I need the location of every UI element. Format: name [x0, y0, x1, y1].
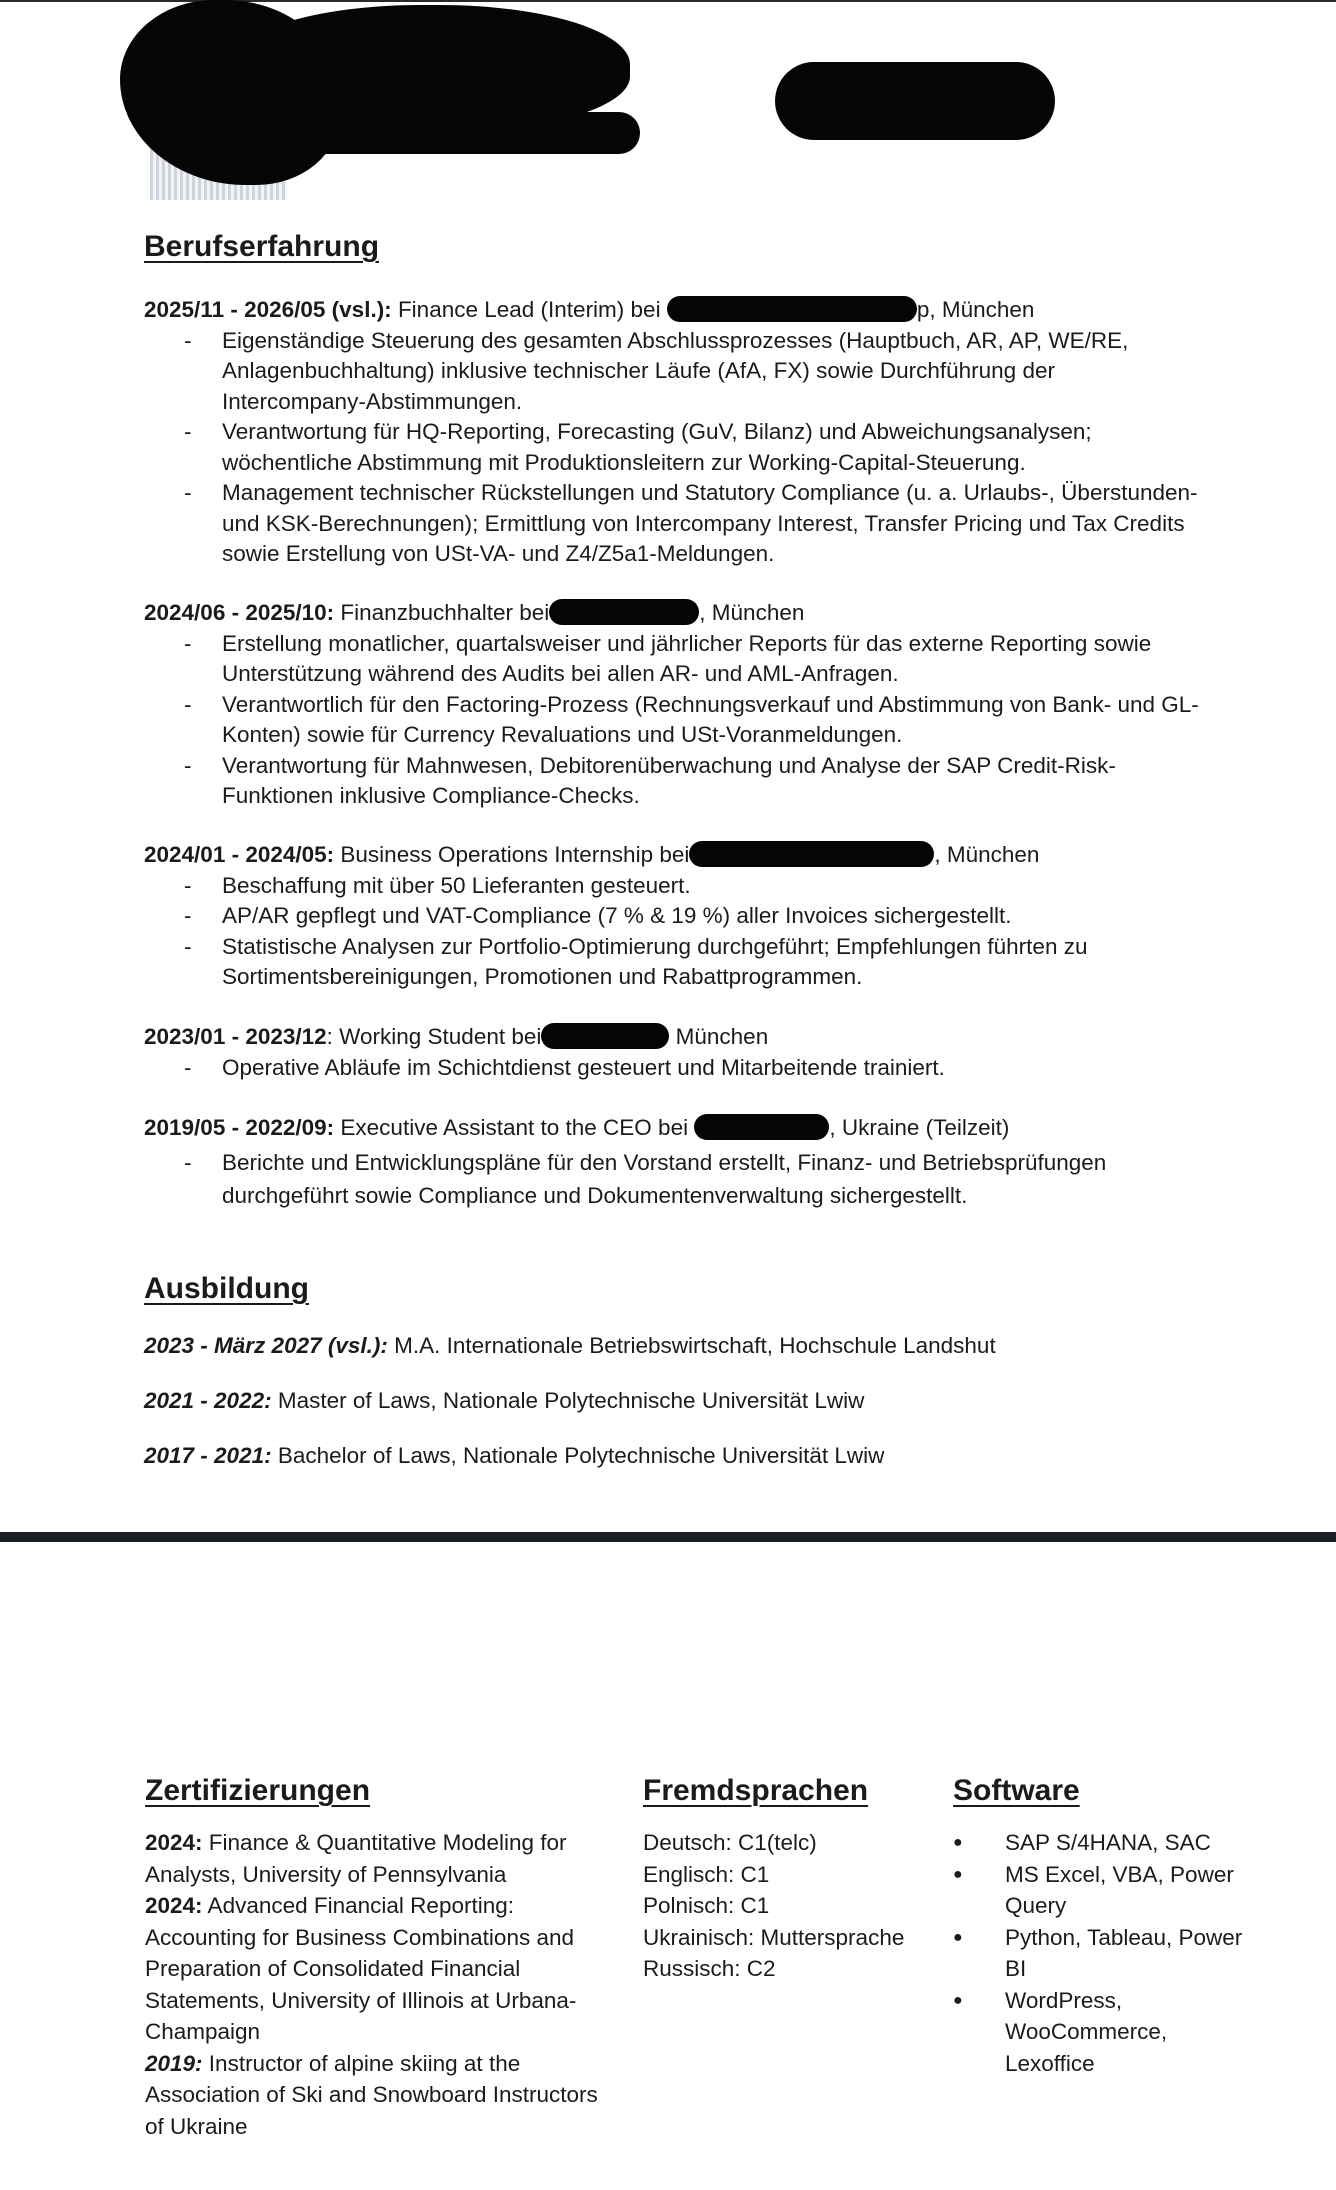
software-item: ● WordPress, WooCommerce, Lexoffice — [953, 1985, 1253, 2080]
job-entry — [144, 598, 1204, 812]
certification-text: Instructor of alpine skiing at the Association of Ski and Snowboard Instructors of Ukraine — [145, 2050, 598, 2139]
software-item: ● MS Excel, VBA, Power Query — [953, 1859, 1253, 1922]
job-period: 2023/01 - 2023/12 — [144, 1024, 327, 1049]
redaction-mark — [689, 841, 934, 867]
job-bullet: - Verantwortung für Mahnwesen, Debitorenüberwachung und Analyse der SAP Credit-Risk-Funktionen inklusive Compliance-Checks. — [144, 751, 1204, 812]
redaction-mark — [285, 112, 640, 154]
job-bullet: - Verantwortlich für den Factoring-Prozess (Rechnungsverkauf und Abstimmung von Bank- und GL-Konten) sowie für Currency Revaluations und USt-Voranmeldungen. — [144, 690, 1204, 751]
job-entry — [144, 1022, 1204, 1083]
job-bullet: - AP/AR gepflegt und VAT-Compliance (7 % & 19 %) aller Invoices sichergestellt. — [144, 901, 1204, 932]
job-heading — [144, 1022, 1204, 1053]
certification-year: 2024: — [145, 1830, 203, 1855]
certification-item — [145, 1827, 615, 1890]
certifications-title: Zertifizierungen — [145, 1774, 371, 1807]
education-entry — [144, 1443, 884, 1469]
languages-title: Fremdsprachen — [643, 1774, 869, 1807]
education-text: Bachelor of Laws, Nationale Polytechnische Universität Lwiw — [271, 1443, 885, 1468]
job-role: Finanzbuchhalter bei — [334, 600, 550, 625]
languages-column — [643, 1773, 943, 1985]
job-location: München — [669, 1024, 769, 1049]
job-entry — [144, 295, 1204, 570]
language-item: Englisch: C1 — [643, 1861, 770, 1887]
job-period: 2025/11 - 2026/05 (vsl.): — [144, 297, 392, 322]
redaction-mark — [541, 1023, 669, 1049]
job-bullet: - Erstellung monatlicher, quartalsweiser und jährlicher Reports für das externe Reporting sowie Unterstützung während des Audits bei allen AR- und AML-Anfragen. — [144, 629, 1204, 690]
job-location: , München — [699, 600, 805, 625]
language-item: Polnisch: C1 — [643, 1893, 770, 1918]
job-role: Executive Assistant to the CEO bei — [334, 1115, 695, 1140]
experience-section-title: Berufserfahrung — [144, 230, 380, 263]
job-role: Finance Lead (Interim) bei — [391, 297, 667, 322]
certification-text: Finance & Quantitative Modeling for Analysts, University of Pennsylvania — [145, 1830, 567, 1887]
job-period: 2019/05 - 2022/09: — [144, 1115, 335, 1140]
job-bullets — [144, 871, 1204, 993]
education-text: Master of Laws, Nationale Polytechnische Universität Lwiw — [271, 1388, 865, 1413]
education-period: 2017 - 2021: — [144, 1443, 272, 1468]
software-item: ● SAP S/4HANA, SAC — [953, 1827, 1253, 1859]
job-bullet: - Berichte und Entwicklungspläne für den Vorstand erstellt, Finanz- und Betriebsprüfungen durchgeführt sowie Compliance und Dokumentenverwaltung sichergestellt. — [144, 1146, 1204, 1212]
education-entry — [144, 1388, 864, 1414]
job-period: 2024/06 - 2025/10: — [144, 600, 335, 625]
education-period: 2021 - 2022: — [144, 1388, 272, 1413]
job-bullet: - Operative Abläufe im Schichtdienst gesteuert und Mitarbeitende trainiert. — [144, 1053, 1204, 1084]
job-heading — [144, 295, 1204, 326]
job-bullets — [144, 326, 1204, 570]
language-item: Russisch: C2 — [643, 1956, 776, 1981]
education-section-title: Ausbildung — [144, 1272, 309, 1305]
job-bullet: - Eigenständige Steuerung des gesamten Abschlussprozesses (Hauptbuch, AR, AP, WE/RE, Anlagenbuchhaltung) inklusive technischer Läufe (AfA, FX) sowie Durchführung der Intercompany-Abstimmungen. — [144, 326, 1204, 418]
certification-text: Advanced Financial Reporting: Accounting for Business Combinations and Preparation of Consolidated Financial Statements, University of Illinois at Urbana-Champaign — [145, 1893, 577, 2044]
software-column — [953, 1773, 1253, 2079]
redaction-mark — [694, 1114, 829, 1140]
job-role: : Working Student bei — [326, 1024, 542, 1049]
certification-item — [145, 2048, 615, 2143]
job-bullet: - Statistische Analysen zur Portfolio-Optimierung durchgeführt; Empfehlungen führten zu Sortimentsbereinigungen, Promotionen und Rabattprogrammen. — [144, 932, 1204, 993]
job-heading — [144, 1113, 1204, 1144]
education-text: M.A. Internationale Betriebswirtschaft, Hochschule Landshut — [387, 1333, 996, 1358]
job-bullet: - Verantwortung für HQ-Reporting, Forecasting (GuV, Bilanz) und Abweichungsanalysen; wöchentliche Abstimmung mit Produktionsleitern zur Working-Capital-Steuerung. — [144, 417, 1204, 478]
job-role: Business Operations Internship bei — [334, 842, 690, 867]
job-bullet: - Beschaffung mit über 50 Lieferanten gesteuert. — [144, 871, 1204, 902]
language-item: Ukrainisch: Muttersprache — [643, 1924, 905, 1950]
certification-year: 2024: — [145, 1893, 203, 1918]
education-entry — [144, 1333, 996, 1359]
certifications-column — [145, 1773, 615, 2142]
job-period: 2024/01 - 2024/05: — [144, 842, 335, 867]
certification-year: 2019: — [145, 2050, 203, 2076]
job-location: , München — [934, 842, 1040, 867]
language-item: Deutsch: C1(telc) — [643, 1830, 817, 1855]
job-bullets — [144, 1146, 1204, 1212]
job-entry — [144, 1113, 1204, 1212]
job-bullets — [144, 629, 1204, 812]
education-period: 2023 - März 2027 (vsl.): — [144, 1333, 388, 1358]
certification-item — [145, 1890, 615, 2048]
job-entry — [144, 840, 1204, 993]
job-heading — [144, 598, 1204, 629]
job-location: , Ukraine (Teilzeit) — [829, 1115, 1010, 1140]
job-location: p, München — [916, 297, 1035, 322]
page-divider — [0, 1532, 1336, 1542]
redaction-mark — [775, 62, 1055, 140]
software-list — [953, 1827, 1253, 2079]
redaction-mark — [549, 599, 699, 625]
job-heading — [144, 840, 1204, 871]
redaction-mark — [667, 296, 917, 322]
job-bullet: - Management technischer Rückstellungen und Statutory Compliance (u. a. Urlaubs-, Überstunden- und KSK-Berechnungen); Ermittlung von Intercompany Interest, Transfer Pricing und Tax Credits sowie Erstellung von USt-VA- und Z4/Z5a1-Meldungen. — [144, 478, 1204, 570]
job-bullets — [144, 1053, 1204, 1084]
software-item: ● Python, Tableau, Power BI — [953, 1922, 1253, 1985]
software-title: Software — [953, 1774, 1080, 1807]
